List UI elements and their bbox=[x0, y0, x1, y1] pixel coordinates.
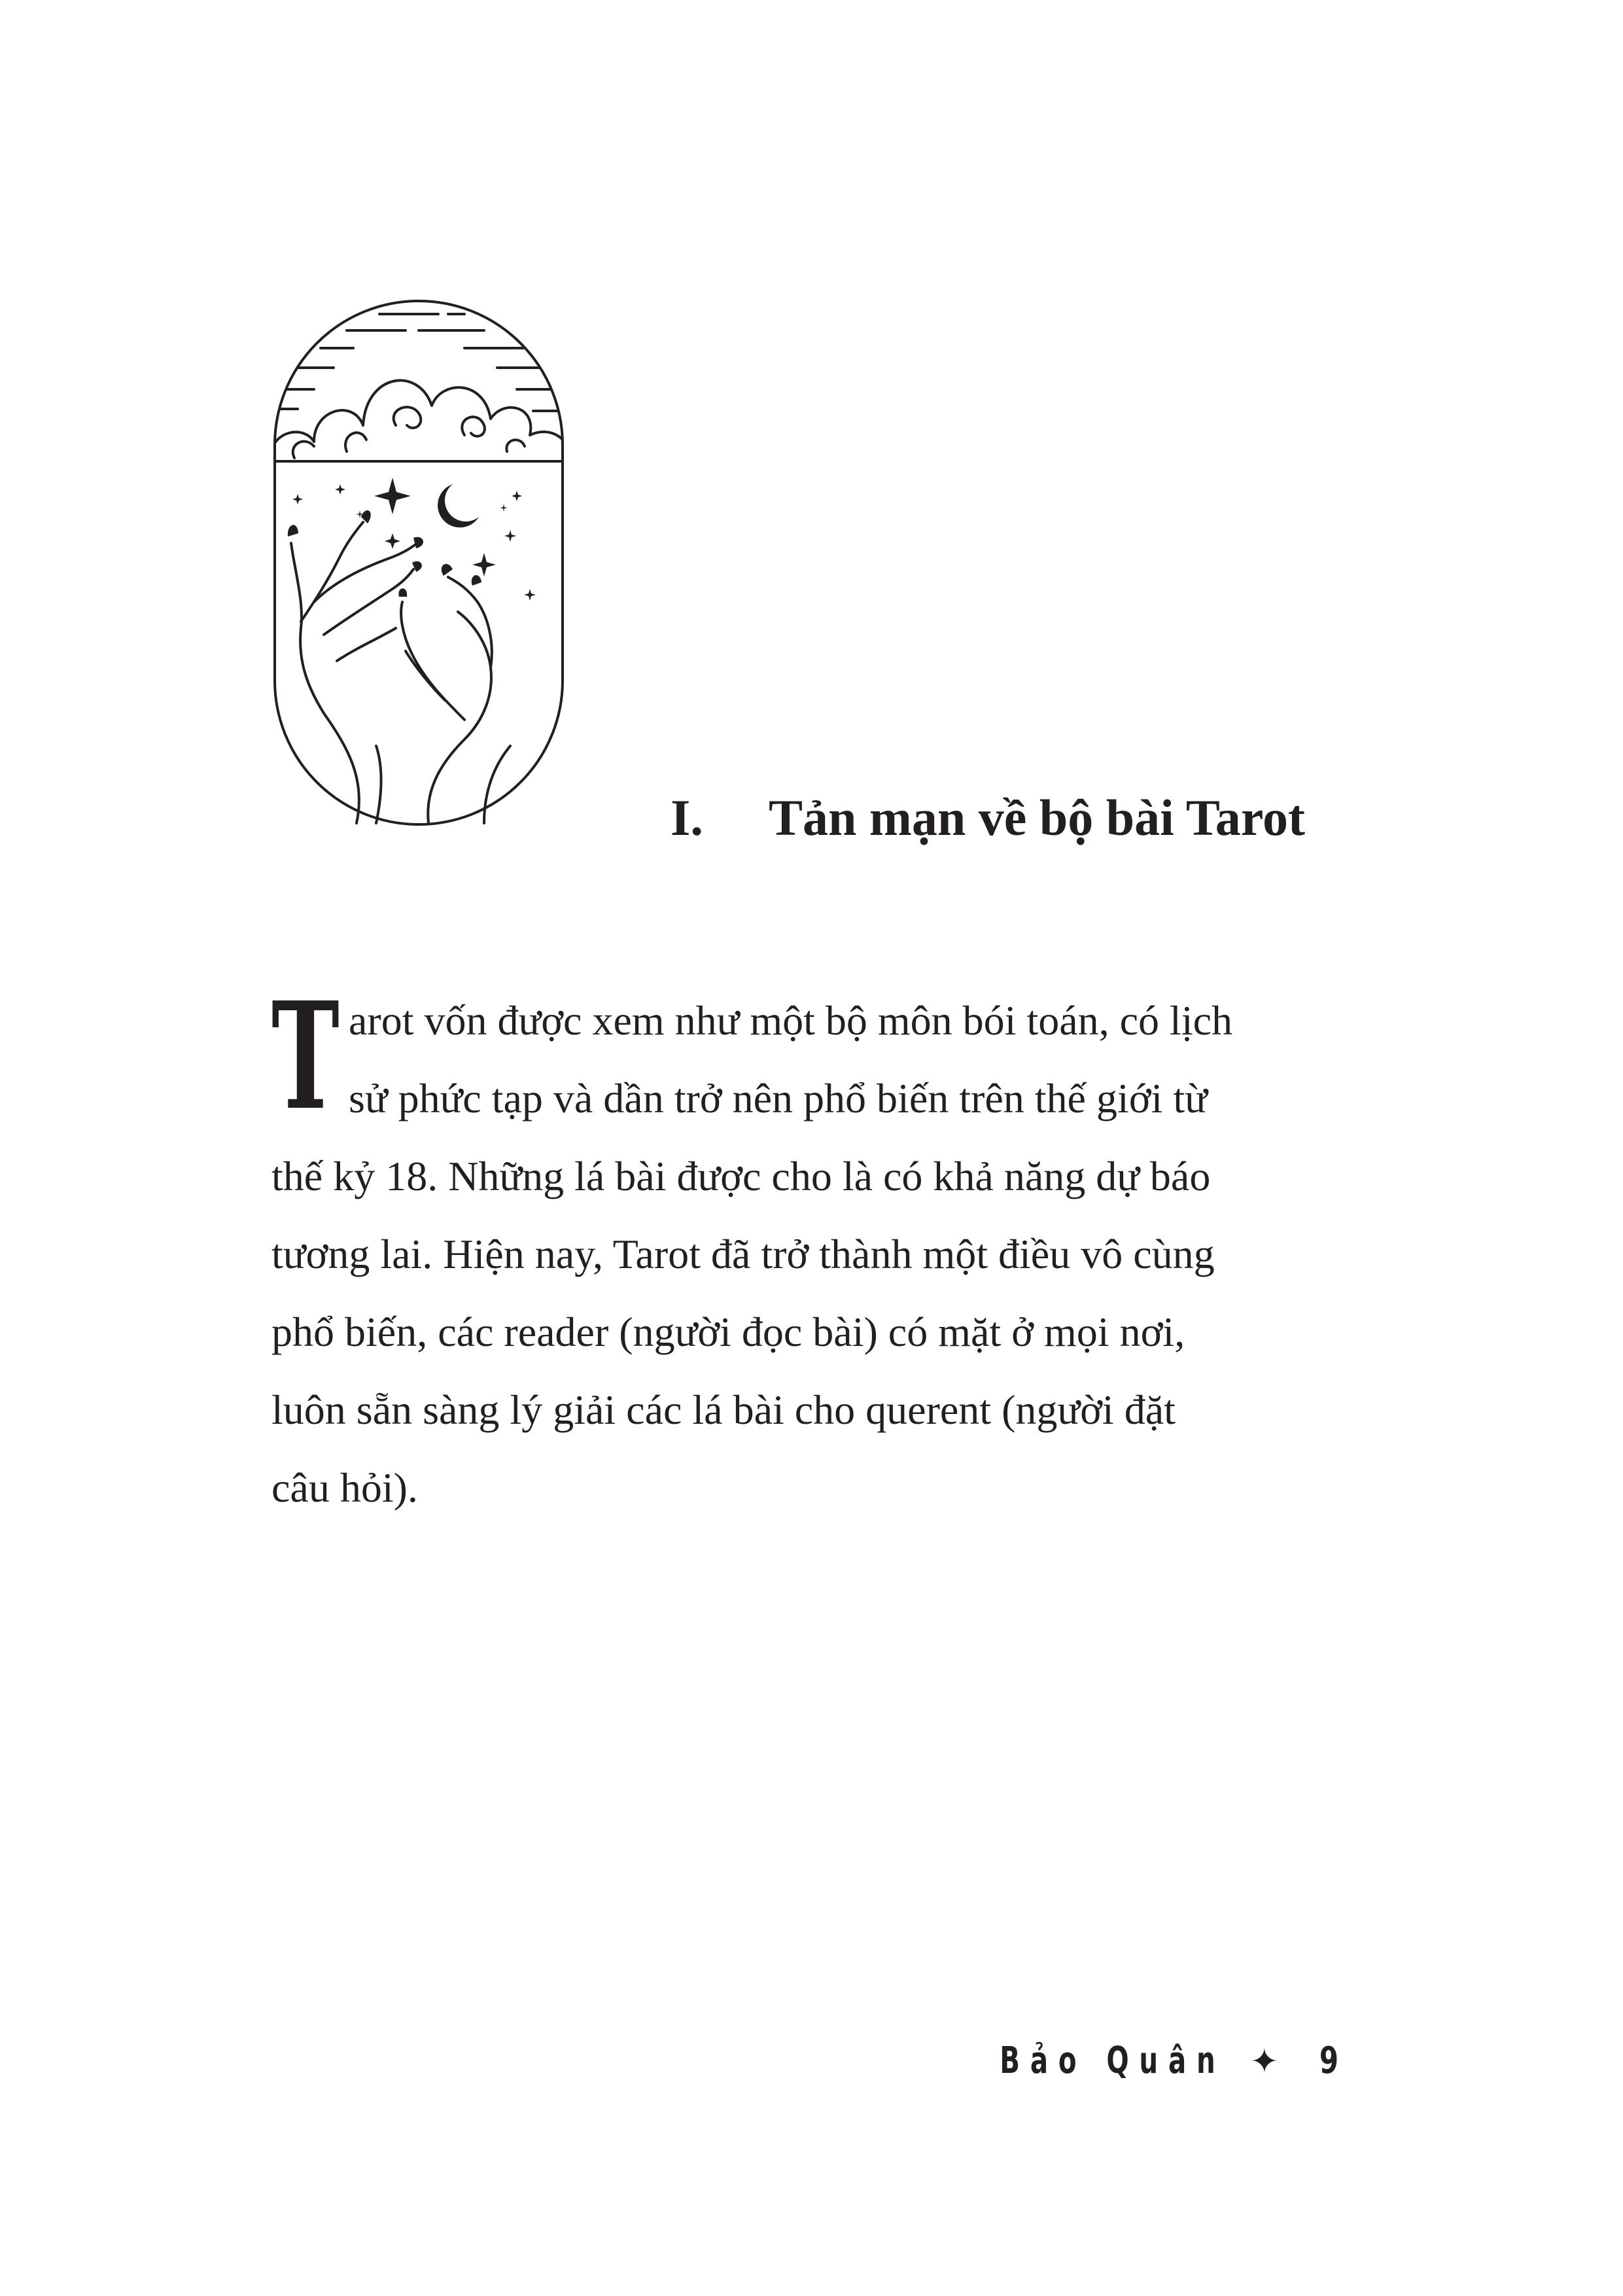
arch-illustration bbox=[268, 294, 569, 831]
chapter-number: I. bbox=[671, 789, 703, 846]
footer-author: Bảo Quân bbox=[1000, 2040, 1226, 2082]
text-line: tương lai. Hiện nay, Tarot đã trở thành một điều vô cùng bbox=[271, 1231, 1215, 1277]
sky-lines bbox=[278, 314, 563, 411]
chapter-title: Tản mạn về bộ bài Tarot bbox=[769, 789, 1305, 846]
text-line: sử phức tạp và dần trở nên phổ biến trên thế giới từ bbox=[349, 1075, 1208, 1122]
hand-icon bbox=[288, 510, 510, 823]
crescent-moon-icon bbox=[438, 484, 479, 527]
body-paragraph bbox=[271, 970, 1357, 1527]
four-point-star-icon: ✦ bbox=[1249, 2042, 1279, 2081]
text-line: câu hỏi). bbox=[271, 1464, 418, 1511]
page-footer bbox=[912, 2032, 1342, 2091]
page-number: 9 bbox=[1319, 2040, 1339, 2082]
text-line: luôn sẵn sàng lý giải các lá bài cho querent (người đặt bbox=[271, 1386, 1176, 1433]
drop-cap: T bbox=[271, 970, 340, 1143]
text-line: thế kỷ 18. Những lá bài được cho là có khả năng dự báo bbox=[271, 1153, 1211, 1199]
chapter-heading bbox=[671, 782, 1357, 854]
cloud-icon bbox=[268, 380, 569, 461]
text-line: phổ biến, các reader (người đọc bài) có mặt ở mọi nơi, bbox=[271, 1309, 1185, 1355]
text-line: arot vốn được xem như một bộ môn bói toán, có lịch bbox=[349, 997, 1232, 1044]
